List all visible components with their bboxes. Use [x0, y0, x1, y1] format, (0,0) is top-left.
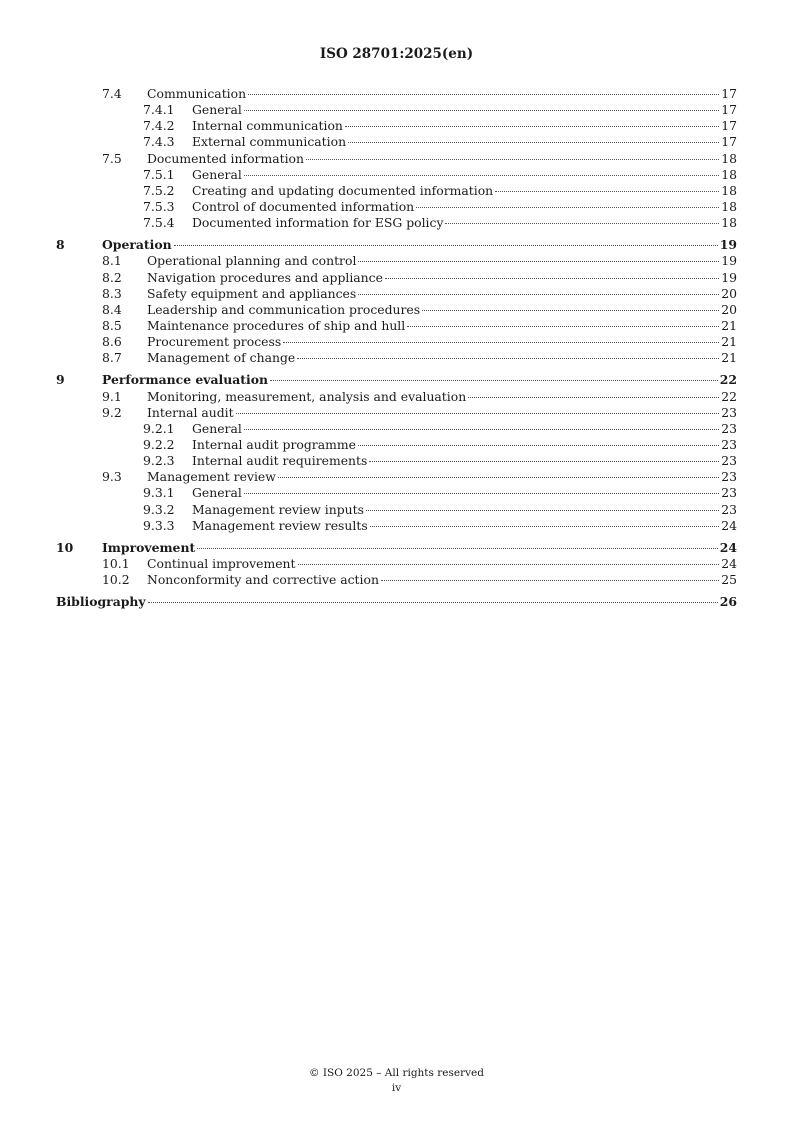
toc-entry-title[interactable]: Management review results	[192, 517, 368, 533]
toc-entry-number: 9.3.3	[143, 517, 175, 533]
toc-entry-page: 23	[721, 485, 737, 501]
toc-entry-number: 9.2.2	[143, 436, 175, 452]
toc-entry-number: 7.4.1	[143, 102, 175, 118]
toc-entry-title[interactable]: Safety equipment and appliances	[147, 285, 357, 301]
toc-entry-title[interactable]: Continual improvement	[147, 555, 296, 571]
toc-entry-page: 23	[721, 501, 737, 517]
toc-entry[interactable]	[56, 572, 737, 588]
dot-leader	[369, 461, 719, 462]
toc-entry[interactable]	[56, 215, 737, 231]
toc-entry-title[interactable]: Leadership and communication procedures	[147, 301, 421, 317]
toc-entry[interactable]	[56, 286, 737, 302]
toc-entry[interactable]	[56, 453, 737, 469]
toc-entry-page: 19	[721, 253, 737, 269]
toc-entry[interactable]	[56, 556, 737, 572]
toc-entry[interactable]	[56, 86, 737, 102]
toc-entry-page: 17	[721, 86, 737, 101]
dot-leader	[495, 191, 719, 192]
toc-entry-title[interactable]: External communication	[192, 134, 347, 150]
toc-entry-title[interactable]: Maintenance procedures of ship and hull	[147, 317, 406, 333]
toc-entry-page: 17	[721, 134, 737, 150]
toc-entry-page: 18	[721, 198, 737, 214]
toc-entry-number: 9.3	[102, 469, 122, 485]
dot-leader	[244, 429, 719, 430]
dot-leader	[248, 94, 719, 95]
toc-entry-page: 17	[721, 118, 737, 134]
toc-entry-number: 10.1	[102, 555, 130, 571]
dot-leader	[270, 380, 718, 381]
dot-leader	[236, 413, 720, 414]
dot-leader	[306, 159, 719, 160]
toc-entry-number: 8.6	[102, 334, 122, 350]
toc-entry[interactable]	[56, 421, 737, 437]
dot-leader	[422, 310, 719, 311]
toc-entry-line	[147, 253, 737, 269]
toc-entry-number: 8	[56, 237, 65, 253]
toc-entry-title[interactable]: Navigation procedures and appliance	[147, 269, 383, 285]
toc-entry[interactable]	[56, 485, 737, 501]
toc-entry-page: 18	[721, 182, 737, 198]
toc-entry-number: 9.2.3	[143, 453, 175, 469]
toc-entry-title[interactable]: Nonconformity and corrective action	[147, 572, 379, 588]
toc-entry-title[interactable]: Internal communication	[192, 118, 343, 134]
toc-entry-title[interactable]: Operational planning and control	[147, 253, 357, 269]
dot-leader	[366, 510, 719, 511]
toc-entry-number: 7.5	[102, 150, 122, 166]
toc-entry-line	[192, 102, 737, 118]
toc-entry-title[interactable]: General	[192, 166, 242, 182]
toc-entry-number: 8.2	[102, 269, 122, 285]
toc-entry[interactable]	[56, 199, 737, 215]
toc-entry-page: 24	[721, 555, 737, 571]
toc-entry-page: 25	[721, 572, 737, 588]
toc-entry-number: 8.4	[102, 301, 122, 317]
toc-entry-line	[147, 469, 737, 485]
toc-entry-line	[147, 405, 737, 421]
toc-entry-page: 18	[721, 166, 737, 182]
toc-entry-title[interactable]: Monitoring, measurement, analysis and evaluation	[147, 388, 467, 404]
page-footer	[0, 1066, 793, 1096]
toc-entry-line	[192, 518, 737, 534]
toc-entry-page: 23	[721, 420, 737, 436]
toc-entry-title[interactable]: Management review	[147, 469, 276, 485]
dot-leader	[244, 110, 719, 111]
toc-entry-number: 7.5.3	[143, 198, 175, 214]
toc-entry[interactable]	[56, 518, 737, 534]
toc-entry-line	[192, 437, 737, 453]
toc-entry-page: 24	[719, 539, 737, 555]
toc-entry-page: 23	[721, 453, 737, 469]
toc-entry-page: 20	[721, 301, 737, 317]
toc-entry-line	[147, 286, 737, 302]
toc-entry[interactable]	[56, 389, 737, 405]
toc-entry-number: 7.5.2	[143, 182, 175, 198]
toc-entry-page: 23	[721, 469, 737, 485]
toc-entry-line	[147, 318, 737, 334]
toc-entry[interactable]	[56, 183, 737, 199]
toc-entry-number: 7.4.3	[143, 134, 175, 150]
toc-entry-page: 19	[721, 269, 737, 285]
dot-leader	[148, 602, 718, 603]
toc-entry-title[interactable]: Performance evaluation	[102, 372, 268, 388]
document-header: ISO 28701:2025(en)	[319, 46, 474, 62]
toc-entry-line	[192, 215, 737, 231]
toc-entry-title[interactable]: General	[192, 102, 242, 118]
toc-entry[interactable]	[56, 437, 737, 453]
toc-entry-line	[147, 86, 737, 102]
toc-entry-line	[192, 453, 737, 469]
toc-entry[interactable]	[56, 318, 737, 334]
toc-entry-page: 18	[721, 215, 737, 231]
toc-entry-title[interactable]: Internal audit	[147, 404, 234, 420]
dot-leader	[407, 326, 719, 327]
toc-entry-line	[147, 270, 737, 286]
toc-entry-line	[147, 389, 737, 405]
toc-entry-number: 7.4	[102, 86, 122, 101]
toc-entry-page: 21	[721, 334, 737, 350]
toc-entry-page: 19	[719, 237, 737, 253]
dot-leader	[468, 397, 719, 398]
dot-leader	[345, 126, 719, 127]
page-number: iv	[391, 1082, 402, 1094]
toc-entry[interactable]	[56, 253, 737, 269]
toc-entry-number: 9.1	[102, 388, 122, 404]
copyright-notice: © ISO 2025 – All rights reserved	[309, 1067, 484, 1079]
toc-entry-number: 8.5	[102, 317, 122, 333]
toc-entry-page: 18	[721, 150, 737, 166]
toc-entry[interactable]	[56, 237, 737, 253]
toc-entry[interactable]	[56, 134, 737, 150]
toc-entry-title[interactable]: Internal audit requirements	[192, 453, 368, 469]
dot-leader	[445, 223, 719, 224]
toc-entry-title[interactable]: Documented information for ESG policy	[192, 215, 444, 231]
toc-entry-title[interactable]: Procurement process	[147, 334, 282, 350]
toc-entry-page: 23	[721, 404, 737, 420]
toc-entry-title[interactable]: Internal audit programme	[192, 436, 356, 452]
toc-entry-line	[56, 594, 737, 610]
toc-entry-number: 9.3.2	[143, 501, 175, 517]
toc-entry-line	[192, 118, 737, 134]
dot-leader	[197, 548, 718, 549]
toc-entry-title[interactable]: Control of documented information	[192, 198, 415, 214]
toc-entry-line	[192, 502, 737, 518]
toc-entry-number: 9.2	[102, 404, 122, 420]
toc-entry-line	[147, 334, 737, 350]
toc-entry-title[interactable]: General	[192, 420, 242, 436]
toc-entry[interactable]	[56, 372, 737, 388]
toc-entry[interactable]	[56, 540, 737, 556]
dot-leader	[385, 278, 719, 279]
dot-leader	[174, 245, 718, 246]
toc-entry-line	[102, 540, 737, 556]
toc-entry-page: 22	[721, 388, 737, 404]
toc-entry-title[interactable]: Operation	[102, 237, 172, 253]
toc-entry-title[interactable]: Management review inputs	[192, 501, 364, 517]
toc-entry-line	[192, 134, 737, 150]
toc-entry-number: 7.4.2	[143, 118, 175, 134]
toc-entry[interactable]	[56, 302, 737, 318]
toc-entry[interactable]	[56, 594, 737, 610]
toc-entry-line	[192, 199, 737, 215]
toc-entry-page: 24	[721, 517, 737, 533]
toc-entry-number: 10.2	[102, 572, 130, 588]
toc-entry-line	[147, 302, 737, 318]
toc-entry-line	[147, 572, 737, 588]
toc-entry-line	[192, 485, 737, 501]
toc-entry-page: 20	[721, 285, 737, 301]
toc-entry[interactable]	[56, 469, 737, 485]
toc-entry-page: 23	[721, 436, 737, 452]
dot-leader	[278, 477, 719, 478]
dot-leader	[416, 207, 719, 208]
toc-entry-title[interactable]: Creating and updating documented information	[192, 182, 494, 198]
dot-leader	[358, 261, 719, 262]
toc-entry[interactable]	[56, 102, 737, 118]
toc-entry[interactable]	[56, 270, 737, 286]
toc-entry-title[interactable]: Improvement	[102, 539, 196, 555]
toc-entry[interactable]	[56, 502, 737, 518]
dot-leader	[358, 445, 719, 446]
dot-leader	[297, 358, 719, 359]
dot-leader	[358, 294, 719, 295]
dot-leader	[298, 564, 720, 565]
toc-entry-line	[147, 151, 737, 167]
toc-entry-title[interactable]: General	[192, 485, 242, 501]
toc-entry[interactable]	[56, 151, 737, 167]
toc-entry-line	[102, 372, 737, 388]
toc-entry-number: 7.5.4	[143, 215, 175, 231]
toc-entry-line	[147, 556, 737, 572]
toc-entry-title[interactable]: Bibliography	[56, 594, 146, 610]
toc-entry-title[interactable]: Documented information	[147, 150, 304, 166]
toc-entry-line	[102, 237, 737, 253]
toc-entry-line	[192, 167, 737, 183]
toc-entry[interactable]	[56, 167, 737, 183]
toc-entry-line	[192, 183, 737, 199]
toc-entry-number: 7.5.1	[143, 166, 175, 182]
toc-entry[interactable]	[56, 350, 737, 366]
toc-entry-number: 9	[56, 372, 65, 388]
dot-leader	[348, 142, 719, 143]
dot-leader	[283, 342, 719, 343]
toc-entry-title[interactable]: Communication	[147, 86, 247, 101]
toc-entry-page: 21	[721, 350, 737, 366]
toc-entry-title[interactable]: Management of change	[147, 350, 296, 366]
toc-entry-page: 21	[721, 317, 737, 333]
dot-leader	[244, 175, 719, 176]
toc-entry[interactable]	[56, 334, 737, 350]
toc-entry-page: 22	[719, 372, 737, 388]
dot-leader	[244, 493, 719, 494]
toc-entry-number: 8.3	[102, 285, 122, 301]
toc-entry-page: 17	[721, 102, 737, 118]
toc-entry-line	[147, 350, 737, 366]
dot-leader	[381, 580, 719, 581]
toc-entry-page: 26	[719, 594, 737, 610]
toc-entry-number: 9.3.1	[143, 485, 175, 501]
dot-leader	[370, 526, 720, 527]
toc-entry-line	[192, 421, 737, 437]
toc-entry-number: 9.2.1	[143, 420, 175, 436]
toc-entry-number: 10	[56, 539, 74, 555]
toc-entry-number: 8.1	[102, 253, 122, 269]
toc-entry-number: 8.7	[102, 350, 122, 366]
toc-entry[interactable]	[56, 405, 737, 421]
table-of-contents	[56, 86, 737, 610]
toc-entry[interactable]	[56, 118, 737, 134]
